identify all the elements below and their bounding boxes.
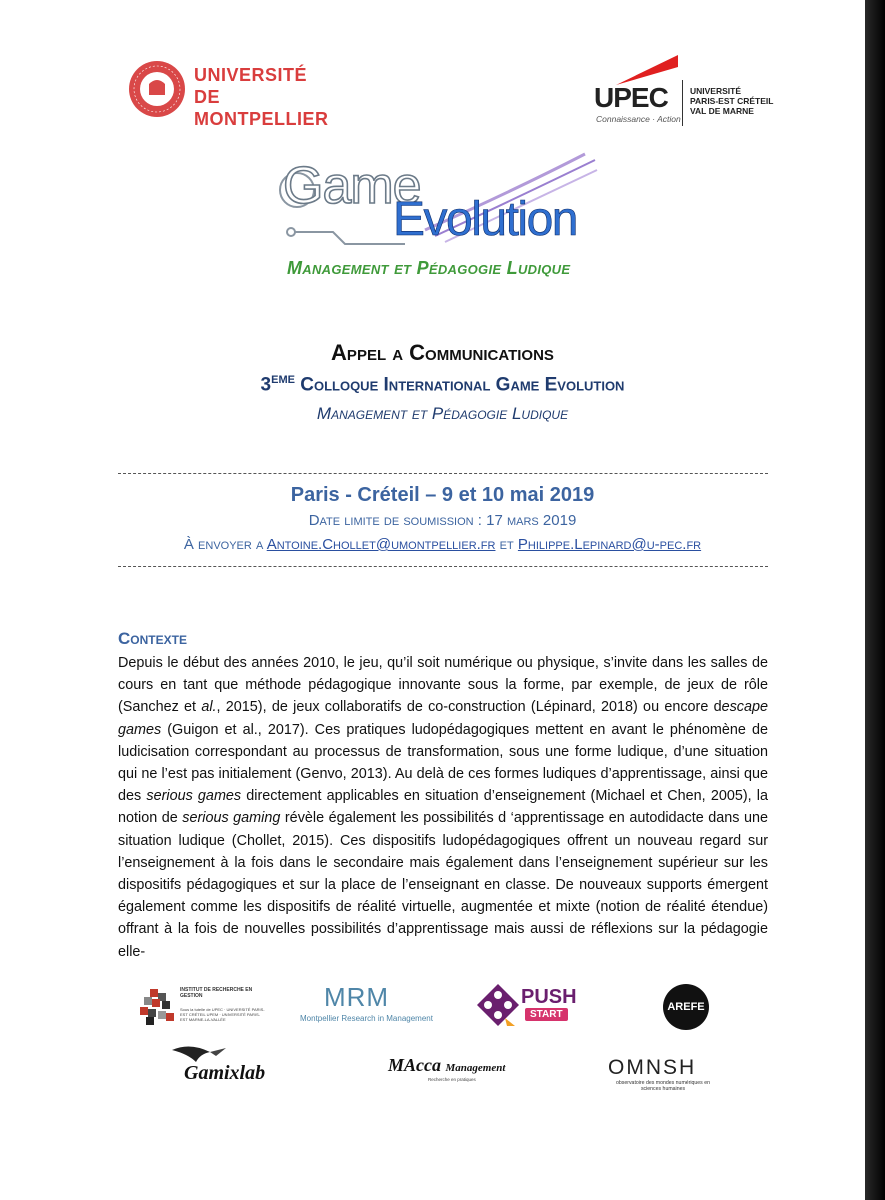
institut-recherche-gestion-logo: [140, 985, 265, 1027]
macca-subtitle: Recherche en pratiques: [428, 1077, 476, 1082]
call-title: Appel a Communications: [331, 340, 554, 365]
email-link-chollet[interactable]: Antoine.Chollet@umontpellier.fr: [266, 536, 496, 553]
gamepad-diamond-icon: [475, 982, 521, 1028]
email-link-lepinard[interactable]: Philippe.Lepinard@u-pec.fr: [517, 536, 702, 553]
upec-wordmark: UPEC: [594, 82, 668, 113]
upec-divider: [682, 80, 683, 126]
colloque-ordinal: EME: [271, 374, 295, 386]
upec-red-bar-icon: [616, 55, 678, 85]
omnsh-logo: [608, 1056, 708, 1096]
context-heading: Contexte: [118, 629, 187, 648]
context-paragraph: [118, 652, 768, 963]
upec-name-line2: PARIS-EST CRÉTEIL: [690, 96, 774, 106]
ctx-text-1: Depuis le début des années 2010, le jeu, qu’il soit numérique ou physique, s’invite dans les salles de cours en tant que méthode pédagogique innovante sous la forme, par exemple, de jeux de rôle (Sanchez et: [118, 655, 768, 716]
mrm-logo: [300, 982, 433, 1027]
upec-name-line1: UNIVERSITÉ: [690, 86, 742, 96]
theme-title: Management et Pédagogie Ludique: [316, 404, 569, 423]
gamixlab-wordmark: Gamixlab: [184, 1062, 266, 1084]
colloque-number: 3: [260, 374, 272, 396]
send-and: et: [495, 536, 518, 553]
um-name-line1: UNIVERSITÉ: [194, 65, 308, 85]
macca-management-word: Management: [445, 1062, 506, 1074]
send-prefix: À envoyer a: [183, 536, 267, 553]
irg-mosaic-icon: [140, 989, 176, 1025]
omnsh-subtitle: observatoire des mondes numériques en sciences humaines: [615, 1080, 710, 1092]
macca-management-logo: [388, 1055, 508, 1087]
mrm-wordmark: MRM: [324, 982, 390, 1012]
universite-montpellier-logo: [128, 60, 329, 129]
ctx-text-4: directement applicables en situation d’enseignement (Michael et Chen, 2005), la notion de: [118, 788, 769, 827]
push-start-badge: START: [525, 1008, 568, 1021]
colloque-title: [0, 374, 885, 396]
ctx-italic-serious-gaming: serious gaming: [182, 810, 281, 827]
ctx-text-5: révèle également les possibilités d ‘apprentissage en autodidacte dans une situation ludique (Chollet, 2015). Ces dispositifs ludopédagogiques offrent un nouveau regard sur l’enseignement à la fois dans le secondaire mais également dans l’enseignement supérieur sur les dispositifs pédagogiques et sur la place de l’enseignant en classe. De nouveaux supports émergent également comme les dispositifs de réalité virtuelle, augmentée et mixte (notion de réalité étendue) offrant à la fois de nouvelles possibilités d’apprentissage mais aussi de réflexions sur la pédagogie elle-: [118, 810, 768, 960]
ctx-text-3: (Guigon et al., 2017). Ces pratiques ludopédagogiques mettent en avant le phénomène de ludicisation correspondant au processus de transformation, sous une forme ludique, d’une situation qui ne l’est pas initialement (Genvo, 2013). Au delà de ces formes ludiques d’apprentissage, ainsi que des: [118, 721, 768, 805]
um-seal-icon: [128, 60, 186, 118]
scan-edge: [865, 0, 885, 1200]
push-start-logo: [475, 980, 585, 1032]
macca-wordmark: [388, 1055, 505, 1076]
arefe-logo: AREFE: [663, 984, 709, 1030]
send-to-line: [0, 536, 885, 553]
omnsh-wordmark: OMNSH: [608, 1056, 697, 1079]
brand-subtitle: Management et Pédagogie Ludique: [287, 258, 571, 278]
brand-game: Game: [283, 157, 421, 215]
ctx-text-2: , 2015), de jeux collaboratifs de co-construction (Lépinard, 2018) ou encore d: [216, 699, 722, 716]
irg-subtitle: Sous la tutelle de UPEC · UNIVERSITÉ PARIS-EST CRÉTEIL UPEM · UNIVERSITÉ PARIS-EST MARNE-LA-VALLÉE: [180, 1007, 265, 1022]
brand-evolution: Evolution: [393, 193, 577, 246]
upec-logo: [594, 50, 774, 130]
upec-name-line3: VAL DE MARNE: [690, 106, 754, 116]
event-location-date: Paris - Créteil – 9 et 10 mai 2019: [290, 484, 595, 506]
irg-title: INSTITUT DE RECHERCHE EN GESTION: [180, 987, 253, 999]
ctx-italic-escape: escape games: [118, 699, 768, 738]
macca-word: MAcca: [388, 1055, 441, 1075]
um-name-line2: DE MONTPELLIER: [194, 87, 329, 129]
dashed-divider-top: [118, 473, 768, 474]
colloque-name: Colloque International Game Evolution: [294, 374, 625, 396]
mrm-subtitle: Montpellier Research in Management: [300, 1014, 433, 1023]
ctx-italic-serious-games: serious games: [146, 788, 242, 805]
game-evolution-logo: [275, 150, 615, 285]
upec-tagline: Connaissance · Action: [596, 114, 681, 124]
submission-deadline: Date limite de soumission : 17 mars 2019: [308, 512, 577, 529]
gamixlab-logo: [170, 1042, 290, 1087]
dashed-divider-bottom: [118, 566, 768, 567]
ctx-italic-al: al.: [201, 699, 217, 716]
push-wordmark: PUSH: [521, 986, 577, 1008]
